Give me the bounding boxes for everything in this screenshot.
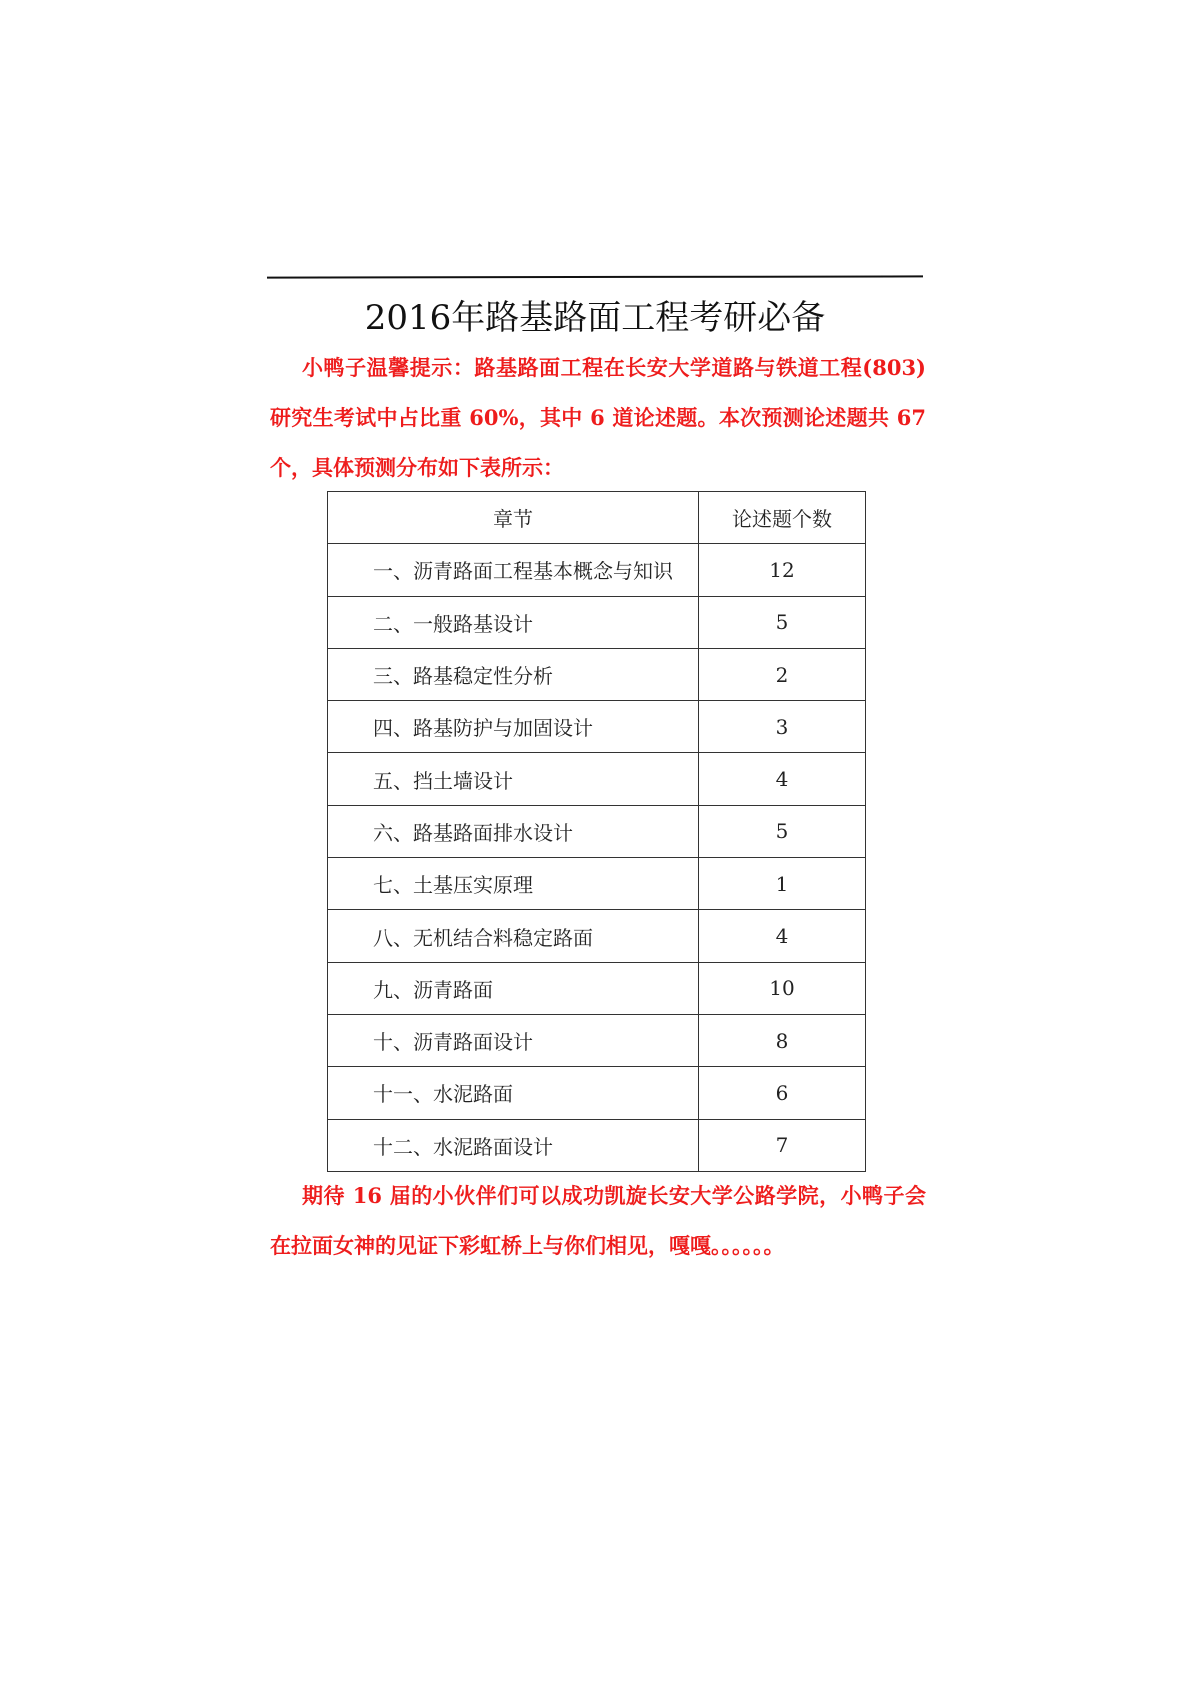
count-cell: 2 bbox=[699, 648, 866, 700]
chapter-cell: 八、无机结合料稳定路面 bbox=[328, 910, 699, 962]
table-row bbox=[328, 910, 866, 962]
count-cell: 10 bbox=[699, 962, 866, 1014]
count-cell: 1 bbox=[699, 858, 866, 910]
header-chapter: 章节 bbox=[328, 492, 699, 544]
chapter-table bbox=[327, 491, 866, 1172]
chapter-cell: 六、路基路面排水设计 bbox=[328, 805, 699, 857]
table-row bbox=[328, 596, 866, 648]
count-cell: 8 bbox=[699, 1014, 866, 1066]
table-row bbox=[328, 858, 866, 910]
table-row bbox=[328, 805, 866, 857]
chapter-cell: 十一、水泥路面 bbox=[328, 1067, 699, 1119]
table-row bbox=[328, 1119, 866, 1171]
closing-paragraph: 期待 16 届的小伙伴们可以成功凯旋长安大学公路学院，小鸭子会在拉面女神的见证下彩虹桥上与你们相见，嘎嘎。。。。。。 bbox=[270, 1183, 926, 1258]
table-row bbox=[328, 648, 866, 700]
count-cell: 6 bbox=[699, 1067, 866, 1119]
chapter-cell: 二、一般路基设计 bbox=[328, 596, 699, 648]
chapter-cell: 十、沥青路面设计 bbox=[328, 1014, 699, 1066]
header-count: 论述题个数 bbox=[699, 492, 866, 544]
document-title: 2016年路基路面工程考研必备 bbox=[364, 298, 826, 338]
table-row bbox=[328, 1014, 866, 1066]
chapter-cell: 三、路基稳定性分析 bbox=[328, 648, 699, 700]
count-cell: 7 bbox=[699, 1119, 866, 1171]
table-header-row bbox=[328, 492, 866, 544]
count-cell: 3 bbox=[699, 701, 866, 753]
chapter-cell: 七、土基压实原理 bbox=[328, 858, 699, 910]
chapter-cell: 四、路基防护与加固设计 bbox=[328, 701, 699, 753]
intro-paragraph: 小鸭子温馨提示：路基路面工程在长安大学道路与铁道工程(803)研究生考试中占比重 60%，其中 6 道论述题。本次预测论述题共 67 个，具体预测分布如下表所示： bbox=[270, 355, 926, 480]
table-row bbox=[328, 544, 866, 596]
count-cell: 4 bbox=[699, 910, 866, 962]
count-cell: 5 bbox=[699, 805, 866, 857]
table-row bbox=[328, 701, 866, 753]
chapter-cell: 一、沥青路面工程基本概念与知识 bbox=[328, 544, 699, 596]
table-row bbox=[328, 753, 866, 805]
chapter-cell: 九、沥青路面 bbox=[328, 962, 699, 1014]
table-row bbox=[328, 962, 866, 1014]
table-row bbox=[328, 1067, 866, 1119]
count-cell: 5 bbox=[699, 596, 866, 648]
count-cell: 12 bbox=[699, 544, 866, 596]
header-rule bbox=[267, 275, 923, 278]
chapter-cell: 十二、水泥路面设计 bbox=[328, 1119, 699, 1171]
count-cell: 4 bbox=[699, 753, 866, 805]
chapter-cell: 五、挡土墙设计 bbox=[328, 753, 699, 805]
